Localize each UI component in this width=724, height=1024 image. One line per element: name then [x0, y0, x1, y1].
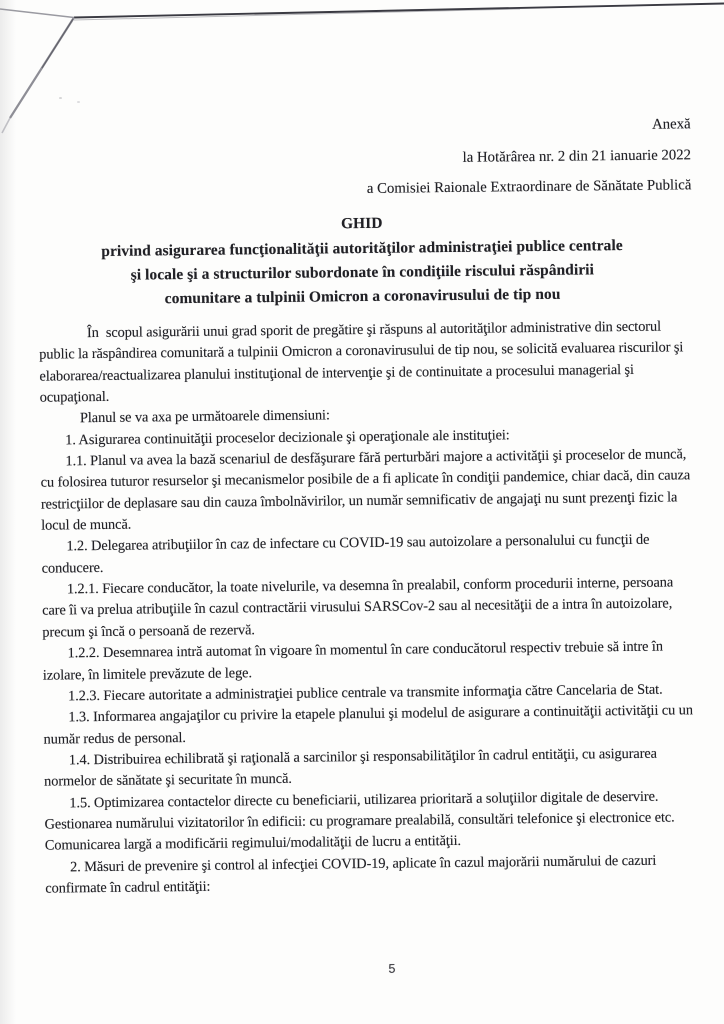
decision-reference: la Hotărârea nr. 2 din 21 ianuarie 2022 — [462, 146, 692, 166]
annex-header-block — [0, 116, 692, 215]
issuing-authority: a Comisiei Raionale Extraordinare de Sănătate Publică — [366, 177, 692, 197]
document-subtitle-line-2: şi locale şi a structurilor subordonate în condiţiile riscului răspândirii — [130, 261, 595, 284]
paragraph-1-2-2: 1.2.2. Desemnarea intră automat în vigoare în momentul în care conducătorul respectiv trebuie să intre în izolare, în limitele prevăzute de lege. — [42, 638, 663, 684]
document-subtitle-line-1: privind asigurarea funcţionalităţii autorităţilor administraţiei publice centrale — [101, 237, 623, 260]
document-title: GHID — [340, 214, 383, 233]
paragraph-1-2-3: 1.2.3. Fiecare autoritate a administraţiei publice centrale va transmite informaţia către Cancelaria de Stat. — [68, 681, 663, 705]
page-number: 5 — [388, 961, 397, 976]
paragraph-in-scopul: În scopul asigurării unui grad sporit de pregătire şi răspuns al autorităţilor administrative din sectorul public la răspândirea comunitară a tulpinii Omicron a coronavirusului de tip nou, se solicită evaluarea riscurilor şi elaborarea/reactualizarea planului instituţional de intervenţie şi de continuitate a procesului managerial şi ocupaţional. — [39, 318, 684, 406]
paragraph-planul-axa: Planul se va axa pe următoarele dimensiuni: — [79, 407, 330, 427]
annex-label: Anexă — [651, 116, 691, 133]
paragraph-1-4: 1.4. Distribuirea echilibrată şi raţională a sarcinilor şi responsabilităţilor în cadrul entităţii, cu asigurarea normelor de sănătate şi securitate în muncă. — [43, 745, 658, 790]
paragraph-1-5: 1.5. Optimizarea contactelor directe cu beneficiarii, utilizarea prioritară a soluţiilor digitale de deservire. Gestionarea numărului vizitatorilor în edificii: cu programare prealabilă, consultări telefonice şi electronice etc. Comunicarea largă a modificării regimului/modalităţii de lucru a entităţii. — [44, 788, 675, 854]
paragraph-1-2-1: 1.2.1. Fiecare conducător, la toate nivelurile, va desemna în prealabil, conform procedurii interne, persoana care îi va prelua atribuţiile în cazul contractării virusului SARSCov-2 sau al necesităţii de a intra în autoizolare, precum şi încă o persoană de rezervă. — [42, 574, 674, 641]
paragraph-1: 1. Asigurarea continuităţii proceselor decizionale şi operaţionale ale instituţiei: — [65, 427, 510, 449]
document-subtitle-line-3: comunitare a tulpinii Omicron a coronavirusului de tip nou — [164, 285, 561, 308]
paragraph-1-3: 1.3. Informarea angajaţilor cu privire la etapele planului şi modelul de asigurare a continuităţii activităţii cu un număr redus de personal. — [43, 702, 693, 748]
document-body — [39, 316, 699, 900]
paragraph-1-1: 1.1. Planul va avea la bază scenariul de desfăşurare fără perturbări majore a activităţii şi proceselor de muncă, cu folosirea tuturor resurselor şi mecanismelor posibile de a fi aplicate în condiţii pandemice, chiar dacă, din cauza restricţiilor de deplasare sau din cauza îmbolnăvirilor, un număr semnificativ de angajaţi nu sunt prezenţi fizic la locul de muncă. — [40, 446, 691, 534]
title-block — [36, 208, 689, 312]
paragraph-1-2: 1.2. Delegarea atribuţiilor în caz de infectare cu COVID-19 sau autoizolare a personalului cu funcţii de conducere. — [41, 532, 650, 577]
paragraph-2: 2. Măsuri de prevenire şi control al infecţiei COVID-19, aplicate în cazul majorării numărului de cazuri confirmate în cadrul entităţii: — [45, 852, 657, 897]
